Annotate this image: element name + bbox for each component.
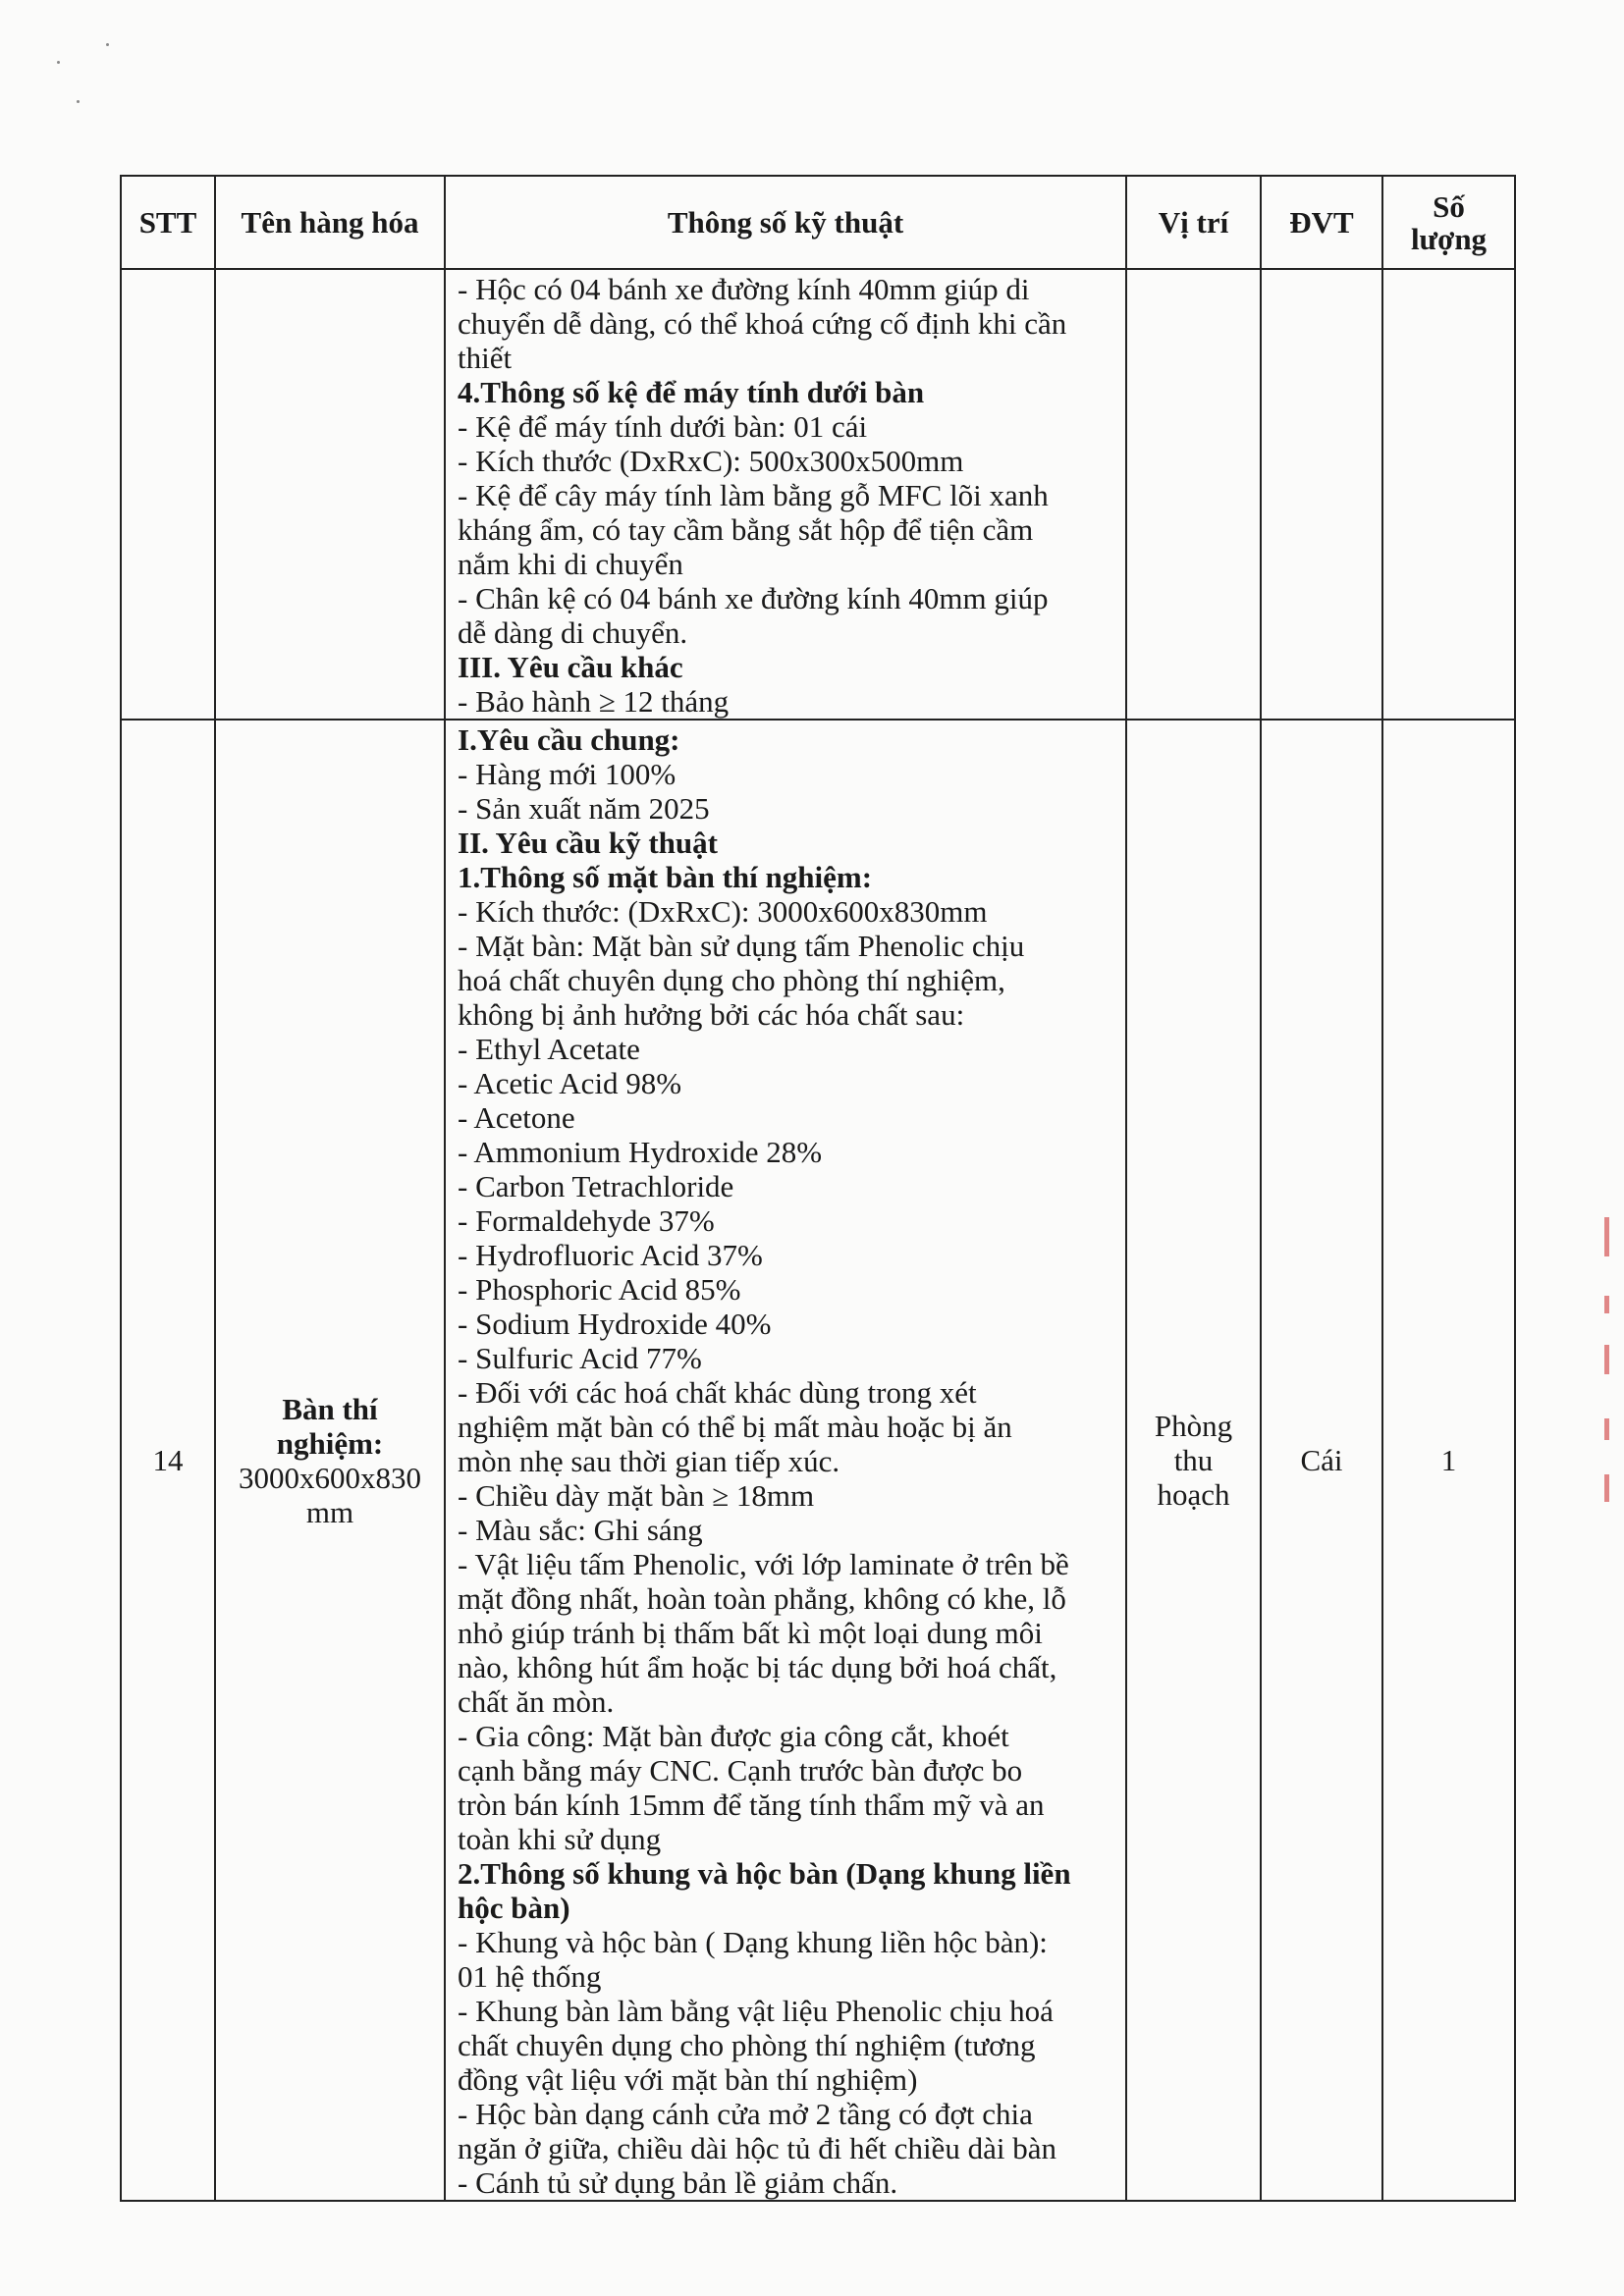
spec-line: toàn khi sử dụng — [458, 1822, 662, 1856]
spec-line: - Acetic Acid 98% — [458, 1066, 682, 1100]
cell-unit: Cái — [1261, 720, 1382, 2201]
spec-line: - Khung bàn làm bằng vật liệu Phenolic chịu hoá — [458, 1994, 1054, 2028]
spec-line: nắm khi di chuyển — [458, 547, 683, 581]
spec-line: - Sản xuất năm 2025 — [458, 791, 710, 826]
spec-line: - Vật liệu tấm Phenolic, với lớp laminate ở trên bề — [458, 1547, 1069, 1581]
spec-line: chất ăn mòn. — [458, 1684, 615, 1719]
spec-line: - Phosphoric Acid 85% — [458, 1272, 741, 1307]
spec-line: - Màu sắc: Ghi sáng — [458, 1513, 703, 1547]
cell-item-name — [215, 720, 445, 2201]
spec-line: mòn nhẹ sau thời gian tiếp xúc. — [458, 1444, 840, 1478]
spec-line: - Sulfuric Acid 77% — [458, 1341, 702, 1375]
spec-table — [120, 175, 1516, 2202]
spec-line: hoá chất chuyên dụng cho phòng thí nghiệm, — [458, 963, 1005, 997]
spec-line: - Sodium Hydroxide 40% — [458, 1307, 772, 1341]
spec-line: ngăn ở giữa, chiều dài hộc tủ đi hết chiều dài bàn — [458, 2131, 1056, 2165]
spec-line: - Hàng mới 100% — [458, 757, 677, 791]
cell-location — [1126, 720, 1261, 2201]
spec-line: - Khung và hộc bàn ( Dạng khung liền hộc bàn): — [458, 1925, 1048, 1959]
spec-line: - Ethyl Acetate — [458, 1032, 640, 1066]
header-spec: Thông số kỹ thuật — [445, 176, 1126, 269]
spec-line: - Ammonium Hydroxide 28% — [458, 1135, 823, 1169]
spec-line: - Kích thước (DxRxC): 500x300x500mm — [458, 444, 964, 478]
spec-line: - Formaldehyde 37% — [458, 1203, 715, 1238]
spec-line: - Hộc bàn dạng cánh cửa mở 2 tầng có đợt chia — [458, 2097, 1033, 2131]
cell-stt-empty — [121, 269, 215, 720]
scan-speck — [106, 43, 109, 46]
item-name-line4: mm — [305, 1494, 354, 1529]
spec-line: - Gia công: Mặt bàn được gia công cắt, khoét — [458, 1719, 1009, 1753]
spec-line: tròn bán kính 15mm để tăng tính thẩm mỹ và an — [458, 1788, 1045, 1822]
spec-line: - Chân kệ có 04 bánh xe đường kính 40mm giúp — [458, 581, 1049, 615]
spec-line: - Hộc có 04 bánh xe đường kính 40mm giúp di — [458, 272, 1030, 306]
item-name-line2: nghiệm: — [276, 1425, 384, 1461]
spec-line: 01 hệ thống — [458, 1959, 602, 1994]
spec-heading: hộc bàn) — [458, 1891, 570, 1925]
spec-line: nhỏ giúp tránh bị thấm bất kì một loại dung môi — [458, 1616, 1043, 1650]
spec-line: nghiệm mặt bàn có thể bị mất màu hoặc bị ăn — [458, 1410, 1012, 1444]
location-line3: hoạch — [1157, 1477, 1230, 1512]
header-unit: ĐVT — [1261, 176, 1382, 269]
spec-line: thiết — [458, 341, 513, 375]
stamp-fragment — [1598, 1217, 1618, 1512]
spec-line: - Hydrofluoric Acid 37% — [458, 1238, 763, 1272]
header-qty-line2: lượng — [1410, 221, 1488, 256]
scan-speck — [77, 100, 80, 103]
cell-stt: 14 — [121, 720, 215, 2201]
table-row-continued — [121, 269, 1515, 720]
spec-line: không bị ảnh hưởng bởi các hóa chất sau: — [458, 997, 965, 1032]
spec-line: - Đối với các hoá chất khác dùng trong xét — [458, 1375, 977, 1410]
spec-line: - Carbon Tetrachloride — [458, 1169, 734, 1203]
spec-heading: III. Yêu cầu khác — [458, 650, 683, 684]
header-row — [121, 176, 1515, 269]
cell-qty-empty — [1382, 269, 1515, 720]
spec-cell-continued — [445, 269, 1126, 720]
item-name-line3: 3000x600x830 — [239, 1460, 421, 1495]
header-stt: STT — [121, 176, 215, 269]
cell-location-empty — [1126, 269, 1261, 720]
spec-heading: 1.Thông số mặt bàn thí nghiệm: — [458, 860, 873, 894]
item-name-line1: Bàn thí — [282, 1391, 378, 1426]
cell-qty: 1 — [1382, 720, 1515, 2201]
header-location: Vị trí — [1126, 176, 1261, 269]
spec-line: - Kệ để máy tính dưới bàn: 01 cái — [458, 409, 868, 444]
header-qty-line1: Số — [1433, 188, 1465, 224]
spec-line: - Mặt bàn: Mặt bàn sử dụng tấm Phenolic chịu — [458, 929, 1025, 963]
spec-line: chất chuyên dụng cho phòng thí nghiệm (tương — [458, 2028, 1036, 2062]
spec-line: - Kệ để cây máy tính làm bằng gỗ MFC lõi xanh — [458, 478, 1049, 512]
header-qty — [1382, 176, 1515, 269]
table-row-14 — [121, 720, 1515, 2201]
header-name: Tên hàng hóa — [215, 176, 445, 269]
spec-heading: 4.Thông số kệ để máy tính dưới bàn — [458, 375, 925, 409]
spec-line: - Bảo hành ≥ 12 tháng — [458, 684, 730, 719]
scan-speck — [57, 61, 60, 64]
spec-line: - Kích thước: (DxRxC): 3000x600x830mm — [458, 894, 988, 929]
spec-line: cạnh bằng máy CNC. Cạnh trước bàn được bo — [458, 1753, 1023, 1788]
location-line2: thu — [1173, 1443, 1214, 1477]
spec-heading: I.Yêu cầu chung: — [458, 722, 680, 757]
spec-line: dễ dàng di chuyển. — [458, 615, 688, 650]
spec-heading: II. Yêu cầu kỹ thuật — [458, 826, 718, 860]
spec-heading: 2.Thông số khung và hộc bàn (Dạng khung liền — [458, 1856, 1071, 1891]
cell-unit-empty — [1261, 269, 1382, 720]
cell-name-empty — [215, 269, 445, 720]
spec-line: mặt đồng nhất, hoàn toàn phẳng, không có khe, lỗ — [458, 1581, 1066, 1616]
spec-line: chuyển dễ dàng, có thể khoá cứng cố định khi cần — [458, 306, 1067, 341]
spec-line: nào, không hút ẩm hoặc bị tác dụng bởi hoá chất, — [458, 1650, 1057, 1684]
spec-list — [458, 722, 1117, 2200]
spec-line: - Chiều dày mặt bàn ≥ 18mm — [458, 1478, 815, 1513]
spec-line: đồng vật liệu với mặt bàn thí nghiệm) — [458, 2062, 918, 2097]
spec-line: - Acetone — [458, 1100, 575, 1135]
spec-list — [458, 272, 1117, 719]
spec-line: - Cánh tủ sử dụng bản lề giảm chấn. — [458, 2165, 898, 2200]
spec-cell-row14 — [445, 720, 1126, 2201]
location-line1: Phòng — [1154, 1409, 1233, 1443]
spec-line: kháng ẩm, có tay cầm bằng sắt hộp để tiện cầm — [458, 512, 1034, 547]
